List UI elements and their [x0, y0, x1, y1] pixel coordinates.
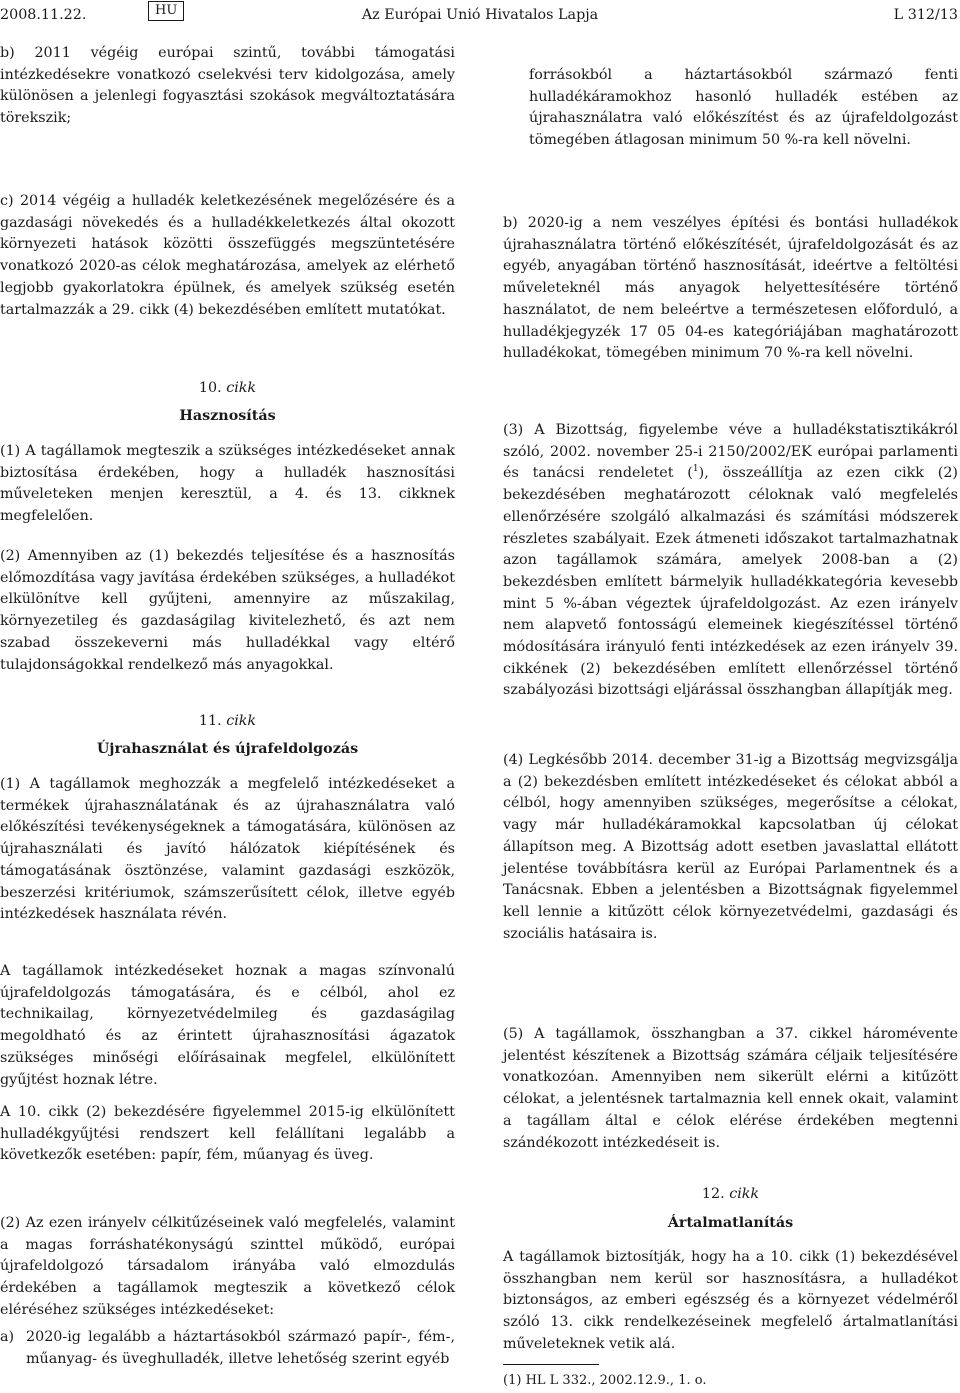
- journal-title: Az Európai Unió Hivatalos Lapja: [361, 7, 599, 23]
- article-12-num: 12.: [701, 1186, 725, 1202]
- article-11-paragraph-4: (4) Legkésőbb 2014. december 31-ig a Bizottság megvizsgálja a (2) bekezdésben említett intézkedéseket és célokat abból a célból, hogy amennyiben szükséges, megerősítse a célokat, vagy már hulladékáramokkal kapcsolatban új célokat állapítson meg. A Bizottság adott esetben javaslattal ellátott jelentése továbbításra kerül az Európai Parlamentnek és a Tanácsnak. Ebben a jelentésben a Bizottságnak figyelemmel kell lennie a kitűzött célok környezetvédelmi, gazdasági és szociális hatásaira is.: [503, 752, 958, 942]
- article-11-num: 11.: [198, 713, 222, 729]
- p3-text-a: (3) A Bizottság, figyelembe véve a hulladékstatisztikákról szóló, 2002. november 25-i 2150/2002/EK európai parlamenti és tanácsi rendeletet (: [503, 422, 958, 482]
- footnote-rule: [503, 1364, 599, 1365]
- article-10-paragraph-1: (1) A tagállamok megteszik a szükséges intézkedéseket annak biztosítása érdekében, hogy a hulladék hasznosítási műveleteken menjen keresztül, a 4. és 13. cikknek megfelelően.: [0, 443, 455, 525]
- article-12-number: [503, 1184, 958, 1206]
- footnote-text: HL L 332., 2002.12.9., 1. o.: [525, 1373, 707, 1388]
- article-10-number: [0, 378, 455, 400]
- article-11-paragraph-5: (5) A tagállamok, összhangban a 37. cikkel háromévente jelentést készítenek a Bizottság számára céljaik teljesítésére vonatkozóan. Amennyiben nem sikerült elérni a kitűzött célokat, a jelentésnek tartalmaznia kell ennek okait, valamint a tagállam által e célok elérése érdekében megtenni szándékozott intézkedéseit is.: [503, 1026, 958, 1151]
- point-a-text: 2020-ig legalább a háztartásokból származó papír-, fém-, műanyag- és üveghulladék, illetve lehetőség szerint egyéb: [26, 1329, 455, 1367]
- article-11-word: cikk: [226, 713, 257, 729]
- article-11-number: [0, 711, 455, 733]
- article-11-paragraph-2: (2) Az ezen irányelv célkitűzéseinek való megfelelés, valamint a magas forráshatékonyságú szinttel működő, európai újrafeldolgozó társadalom irányába való elmozdulás érdekében a tagállamok megteszik a következő célok eléréséhez szükséges intézkedéseket:: [0, 1215, 455, 1318]
- paragraph-b-2020: b) 2020-ig a nem veszélyes építési és bontási hulladékok újrahasználatra történő előkészítését, újrafeldolgozását és az egyéb, anyagában történő hasznosítását, ideértve a feltöltési műveleteknél más anyagok helyettesítésére történő használatot, de nem beleértve a természetesen előforduló, a hulladékjegyzék 17 05 04-es kategóriájában maghatározott hulladékokat, tömegében minimum 70 %-ra kell növelni.: [503, 215, 958, 362]
- article-10-title: Hasznosítás: [179, 408, 276, 424]
- article-11-paragraph-1c: A 10. cikk (2) bekezdésére figyelemmel 2015-ig elkülönített hulladékgyűjtési rendszert kell felállítani legalább a következők esetében: papír, fém, műanyag és üveg.: [0, 1104, 455, 1164]
- language-badge: HU: [148, 1, 184, 21]
- issue-date: 2008.11.22.: [0, 7, 87, 23]
- article-10-num: 10.: [198, 380, 222, 396]
- paragraph-b-2011: b) 2011 végéig európai szintű, további támogatási intézkedésekre vonatkozó cselekvési terv kidolgozása, amely különösen a jelenlegi fogyasztási szokások megváltoztatására törekszik;: [0, 45, 455, 127]
- article-12-word: cikk: [729, 1186, 760, 1202]
- footnote-label: (1): [503, 1373, 522, 1388]
- page-header: [0, 0, 960, 34]
- paragraph-c-2014: c) 2014 végéig a hulladék keletkezésének megelőzésére és a gazdasági növekedés és a hulladékkeletkezés által okozott környezeti hatások közötti összefüggés megszüntetésére vonatkozó 2020-as célok meghatározása, amelyek az elérhető legjobb gyakorlatokra épülnek, és amelyek szükség esetén tartalmazzák a 29. cikk (4) bekezdésében említett mutatókat.: [0, 193, 455, 318]
- article-11-title: Újrahasználat és újrafeldolgozás: [96, 741, 359, 757]
- footnote: [503, 1372, 958, 1390]
- page-number: L 312/13: [893, 7, 958, 23]
- article-11-point-a: [0, 1327, 455, 1370]
- article-10-paragraph-2: (2) Amennyiben az (1) bekezdés teljesítése és a hasznosítás előmozdítása vagy javítása érdekében szükséges, a hulladékot elkülönítve kell gyűjteni, amennyire az műszakilag, környezetileg és gazdaságilag kivitelezhető, és azt nem szabad összekeverni más hulladékkal vagy eltérő tulajdonságokkal rendelkező más anyagokkal.: [0, 548, 455, 673]
- article-11-paragraph-3: [503, 420, 958, 702]
- article-10-word: cikk: [226, 380, 257, 396]
- point-a-continuation: forrásokból a háztartásokból származó fenti hulladékáramokhoz hasonló hulladék estében az újrahasználatra való előkészítést és az újrafeldolgozást tömegében átlagosan minimum 50 %-ra kell növelni.: [529, 67, 958, 149]
- article-11-paragraph-1b: A tagállamok intézkedéseket hoznak a magas színvonalú újrafeldolgozás támogatására, és e célból, ahol ez technikailag, környezetvédelmileg és gazdaságilag megoldható és az érintett újrahasznosítási ágazatok szükséges minőségi előírásainak megfelel, elkülönített gyűjtést hoznak létre.: [0, 963, 455, 1088]
- article-11-paragraph-1: (1) A tagállamok meghozzák a megfelelő intézkedéseket a termékek újrahasználatának és az újrahasználatra való előkészítési tevékenységeknek a támogatására, különösen az újrahasználati és javító hálózatok kiépítésének és támogatásának ösztönzése, valamint gazdasági eszközök, beszerzési kritériumok, számszerűsített célok, illetve egyéb intézkedések használata révén.: [0, 776, 455, 923]
- point-a-label: a): [0, 1329, 15, 1345]
- footnote-ref: 1: [692, 464, 699, 475]
- article-12-title: Ártalmatlanítás: [667, 1215, 794, 1231]
- article-12-paragraph: A tagállamok biztosítják, hogy ha a 10. cikk (1) bekezdésével összhangban nem kerül sor hasznosításra, a hulladékot biztonságos, az emberi egészség és a környezet védelméről szóló 13. cikk rendelkezéseinek megfelelő ártalmatlanítási műveleteknek vetik alá.: [503, 1249, 958, 1352]
- p3-text-b: ), összeállítja az ezen cikk (2) bekezdésében meghatározott céloknak való megfelelés ellenőrzésére szolgáló alkalmazási és számítási módszerek részletes szabályait. Ezek átmeneti időszakot tartalmazhatnak azon tagállamok számára, amelyek 2008-ban a (2) bekezdésben említett bármelyik hulladékkategória kevesebb mint 5 %-ában végeztek újrafeldolgozást. Az ezen irányelv nem alapvető fontosságú elemeinek kiegészítéssel történő módosítására irányuló fenti intézkedések az ezen irányelv 39. cikkének (2) bekezdésében említett ellenőrzéssel történő szabályozási bizottsági eljárással összhangban állapítják meg.: [503, 465, 958, 699]
